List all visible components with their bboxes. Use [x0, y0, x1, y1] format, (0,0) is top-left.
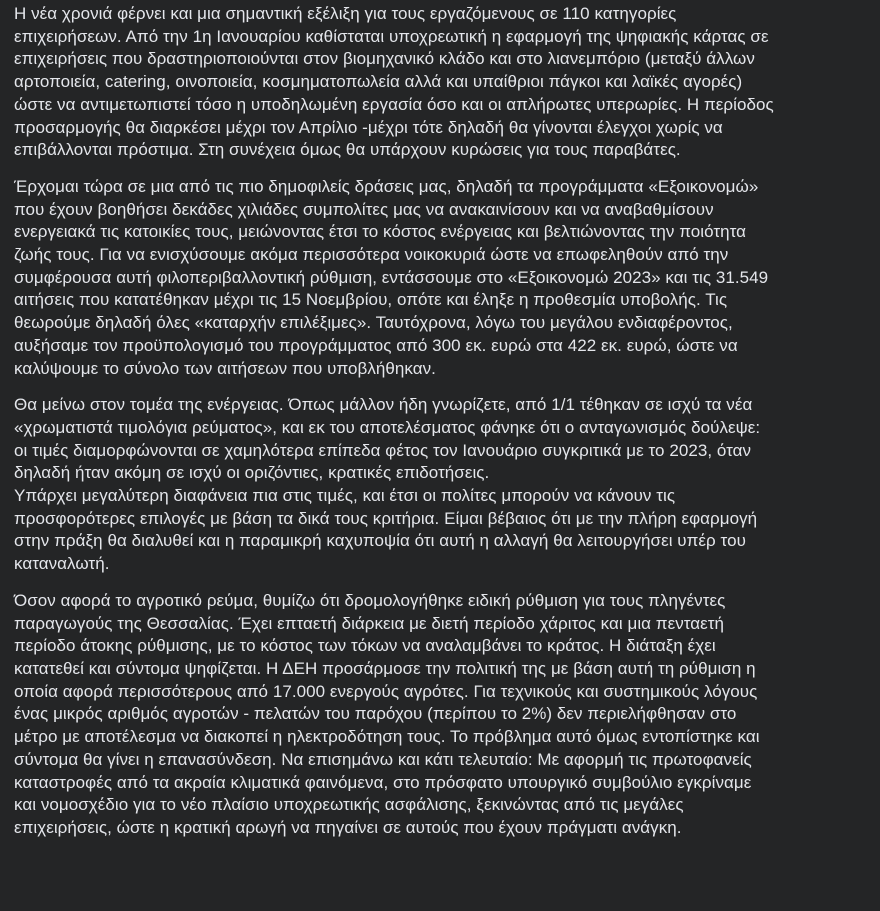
text-line: σύντομα θα γίνει η επανασύνδεση. Να επισημάνω και κάτι τελευταίο: Με αφορμή τις πρωτοφανείς — [14, 749, 752, 769]
text-line: αιτήσεις που κατατέθηκαν μέχρι τις 15 Νοεμβρίου, οπότε και έληξε η προθεσμία υποβολής. Τις — [14, 290, 728, 310]
text-line: αρτοποιεία, catering, οινοποιεία, κοσμηματοπωλεία αλλά και υπαίθριοι πάγκοι και λαϊκές αγορές) — [14, 72, 743, 92]
text-line: θεωρούμε δηλαδή όλες «καταρχήν επιλέξιμες». Ταυτόχρονα, λόγω του μεγάλου ενδιαφέροντος, — [14, 313, 733, 333]
text-line: Όσον αφορά το αγροτικό ρεύμα, θυμίζω ότι δρομολογήθηκε ειδική ρύθμιση για τους πληγέντες — [14, 590, 726, 610]
text-line: παραγωγούς της Θεσσαλίας. Έχει επταετή διάρκεια με διετή περίοδο χάριτος και μια πενταετή — [14, 613, 725, 633]
text-line: συμφέρουσα αυτή φιλοπεριβαλλοντική ρύθμιση, εντάσσουμε στο «Εξοικονομώ 2023» και τις 31.549 — [14, 267, 769, 287]
paragraph-energy-tariffs — [14, 394, 866, 576]
text-line: καλύψουμε το σύνολο των αιτήσεων που υποβλήθηκαν. — [14, 358, 436, 378]
text-line: ενεργειακά τις κατοικίες τους, μειώνοντας έτσι το κόστος ενέργειας και βελτιώνοντας την ποιότητα — [14, 222, 747, 242]
text-line: καταναλωτή. — [14, 554, 110, 574]
text-line: περίοδο άτοκης ρύθμισης, με το κόστος των τόκων να αναλαμβάνει το κράτος. Η διάταξη έχει — [14, 636, 716, 656]
paragraph-exoikonomo — [14, 176, 866, 380]
text-line: αυξήσαμε τον προϋπολογισμό του προγράμματος από 300 εκ. ευρώ στα 422 εκ. ευρώ, ώστε να — [14, 335, 738, 355]
text-line: επιχειρήσεις που δραστηριοποιούνται στον βιομηχανικό κλάδο και στο λιανεμπόριο (μεταξύ άλλων — [14, 49, 755, 69]
text-line: Έρχομαι τώρα σε μια από τις πιο δημοφιλείς δράσεις μας, δηλαδή τα προγράμματα «Εξοικονομώ» — [14, 176, 759, 196]
text-line: και νομοσχέδιο για το νέο πλαίσιο υποχρεωτικής ασφάλισης, ξεκινώντας από τις μεγάλες — [14, 795, 684, 815]
text-line: Υπάρχει μεγαλύτερη διαφάνεια πια στις τιμές, και έτσι οι πολίτες μπορούν να κάνουν τις — [14, 486, 676, 506]
text-line: οι τιμές διαμορφώνονται σε χαμηλότερα επίπεδα φέτος τον Ιανουάριο συγκριτικά με το 2023, όταν — [14, 440, 752, 460]
text-line: μέτρο με αποτέλεσμα να διακοπεί η ηλεκτροδότηση τους. Το πρόβλημα αυτό όμως εντοπίστηκε και — [14, 727, 760, 747]
paragraph-agricultural-power — [14, 590, 866, 840]
text-line: επιχειρήσεων. Από την 1η Ιανουαρίου καθίσταται υποχρεωτική η εφαρμογή της ψηφιακής κάρτας σε — [14, 26, 769, 46]
text-line: ένας μικρός αριθμός αγροτών - πελατών του παρόχου (περίπου το 2%) δεν περιελήφθησαν στο — [14, 704, 737, 724]
text-line: δηλαδή ήταν ακόμη σε ισχύ οι οριζόντιες, κρατικές επιδοτήσεις. — [14, 463, 490, 483]
text-line: προσαρμογής θα διαρκέσει μέχρι τον Απρίλιο -μέχρι τότε δηλαδή θα γίνονται έλεγχοι χωρίς να — [14, 117, 723, 137]
text-line: κατατεθεί και σύντομα ψηφίζεται. Η ΔΕΗ προσάρμοσε την πολιτική της με βάση αυτή τη ρύθμιση η — [14, 658, 756, 678]
text-line: «χρωματιστά τιμολόγια ρεύματος», και εκ του αποτελέσματος φάνηκε ότι ο ανταγωνισμός δούλεψε: — [14, 417, 761, 437]
text-line: οποία αφορά περισσότερους από 17.000 ενεργούς αγρότες. Για τεχνικούς και συστημικούς λόγους — [14, 681, 758, 701]
paragraph-digital-card — [14, 3, 866, 162]
text-line: προσφορότερες επιλογές με βάση τα δικά τους κριτήρια. Είμαι βέβαιος ότι με την πλήρη εφαρμογή — [14, 508, 758, 528]
text-line: Η νέα χρονιά φέρνει και μια σημαντική εξέλιξη για τους εργαζόμενους σε 110 κατηγορίες — [14, 4, 677, 23]
text-line: ζωής τους. Για να ενισχύσουμε ακόμα περισσότερα νοικοκυριά ώστε να επωφεληθούν από την — [14, 245, 729, 265]
text-line: επιχειρήσεις, ώστε η κρατική αρωγή να πηγαίνει σε αυτούς που έχουν πράγματι ανάγκη. — [14, 817, 682, 837]
text-line: στην πράξη θα διαλυθεί και η παραμικρή καχυποψία ότι αυτή η αλλαγή θα λειτουργήσει υπέρ του — [14, 531, 746, 551]
text-line: ώστε να αντιμετωπιστεί τόσο η υποδηλωμένη εργασία όσο και οι απλήρωτες υπερωρίες. Η περίοδος — [14, 94, 774, 114]
text-line: που έχουν βοηθήσει δεκάδες χιλιάδες συμπολίτες μας να ανακαινίσουν και να αναβαθμίσουν — [14, 199, 714, 219]
text-line: επιβάλλονται πρόστιμα. Στη συνέχεια όμως θα υπάρχουν κυρώσεις για τους παραβάτες. — [14, 140, 681, 160]
text-line: καταστροφές από τα ακραία κλιματικά φαινόμενα, στο πρόσφατο υπουργικό συμβούλιο εγκρίναμε — [14, 772, 752, 792]
text-line: Θα μείνω στον τομέα της ενέργειας. Όπως μάλλον ήδη γνωρίζετε, από 1/1 τέθηκαν σε ισχύ τα νέα — [14, 395, 753, 415]
